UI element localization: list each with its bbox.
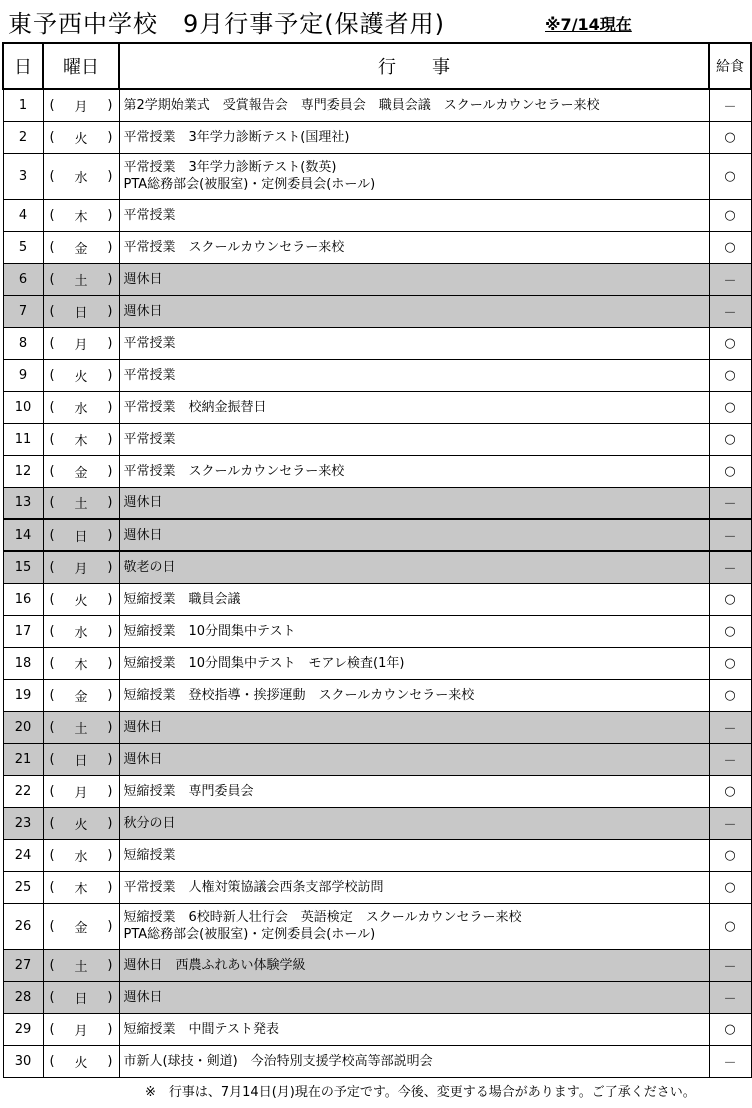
schedule-row xyxy=(3,423,751,455)
event-cell xyxy=(119,359,709,391)
weekday-cell xyxy=(43,391,119,423)
weekday-cell xyxy=(43,359,119,391)
paren-open: ( xyxy=(49,1053,55,1069)
event-line: 短縮授業 職員会議 xyxy=(123,591,241,607)
weekday-cell xyxy=(43,871,119,903)
lunch-cell: ○ xyxy=(709,615,751,647)
paren-close: ) xyxy=(107,527,113,543)
event-cell xyxy=(119,423,709,455)
weekday-cell xyxy=(43,647,119,679)
event-cell xyxy=(119,615,709,647)
paren-open: ( xyxy=(49,687,55,703)
weekday-cell xyxy=(43,487,119,519)
lunch-cell: ○ xyxy=(709,391,751,423)
paren-close: ) xyxy=(107,367,113,383)
weekday-label: 水 xyxy=(74,849,88,865)
day-cell: 1 xyxy=(3,89,43,121)
paren-close: ) xyxy=(107,399,113,415)
schedule-row xyxy=(3,455,751,487)
event-line: 週休日 xyxy=(123,989,163,1005)
day-cell: 3 xyxy=(3,153,43,199)
event-cell xyxy=(119,775,709,807)
lunch-cell: － xyxy=(709,519,751,551)
day-cell: 18 xyxy=(3,647,43,679)
day-cell: 9 xyxy=(3,359,43,391)
weekday-cell xyxy=(43,519,119,551)
event-line: 平常授業 xyxy=(123,335,176,351)
weekday-label: 土 xyxy=(74,721,88,737)
day-cell: 4 xyxy=(3,199,43,231)
event-line: 短縮授業 登校指導・挨拶運動 スクールカウンセラー来校 xyxy=(123,687,475,703)
weekday-label: 木 xyxy=(74,209,88,225)
weekday-label: 火 xyxy=(74,131,88,147)
lunch-cell: － xyxy=(709,487,751,519)
header-event: 行 事 xyxy=(119,43,709,89)
paren-open: ( xyxy=(49,918,55,934)
schedule-row xyxy=(3,295,751,327)
event-line: 秋分の日 xyxy=(123,815,176,831)
paren-close: ) xyxy=(107,303,113,319)
weekday-cell xyxy=(43,423,119,455)
day-cell: 8 xyxy=(3,327,43,359)
day-cell: 24 xyxy=(3,839,43,871)
weekday-label: 火 xyxy=(74,369,88,385)
weekday-label: 水 xyxy=(74,170,88,186)
weekday-label: 日 xyxy=(74,529,88,545)
schedule-row xyxy=(3,1045,751,1077)
weekday-cell xyxy=(43,551,119,583)
lunch-cell: － xyxy=(709,1045,751,1077)
lunch-cell: ○ xyxy=(709,839,751,871)
event-line: 週休日 xyxy=(123,527,163,543)
weekday-label: 月 xyxy=(74,337,88,353)
event-line: 短縮授業 中間テスト発表 xyxy=(123,1021,279,1037)
weekday-label: 月 xyxy=(74,99,88,115)
day-cell: 12 xyxy=(3,455,43,487)
weekday-label: 金 xyxy=(74,465,88,481)
paren-close: ) xyxy=(107,957,113,973)
paren-close: ) xyxy=(107,623,113,639)
event-cell xyxy=(119,199,709,231)
lunch-cell: ○ xyxy=(709,153,751,199)
event-cell xyxy=(119,551,709,583)
lunch-cell: ○ xyxy=(709,1013,751,1045)
event-line: 平常授業 スクールカウンセラー来校 xyxy=(123,239,345,255)
schedule-row xyxy=(3,981,751,1013)
paren-open: ( xyxy=(49,559,55,575)
weekday-cell xyxy=(43,199,119,231)
event-cell xyxy=(119,1045,709,1077)
paren-open: ( xyxy=(49,399,55,415)
event-cell xyxy=(119,455,709,487)
footer-note: ※ 行事は、7月14日(月)現在の予定です。今後、変更する場合があります。ご了承ください。 xyxy=(145,1085,696,1100)
event-cell xyxy=(119,647,709,679)
page-title: 東予西中学校 9月行事予定(保護者用) xyxy=(8,10,445,38)
weekday-cell xyxy=(43,839,119,871)
weekday-label: 日 xyxy=(74,991,88,1007)
schedule-row xyxy=(3,231,751,263)
paren-close: ) xyxy=(107,591,113,607)
paren-close: ) xyxy=(107,879,113,895)
schedule-row xyxy=(3,391,751,423)
schedule-row xyxy=(3,519,751,551)
day-cell: 7 xyxy=(3,295,43,327)
event-line: 週休日 xyxy=(123,751,163,767)
weekday-label: 火 xyxy=(74,817,88,833)
event-cell xyxy=(119,1013,709,1045)
schedule-row xyxy=(3,199,751,231)
event-line: 平常授業 xyxy=(123,367,176,383)
paren-close: ) xyxy=(107,1053,113,1069)
schedule-row xyxy=(3,1013,751,1045)
event-cell xyxy=(119,153,709,199)
event-line: 平常授業 xyxy=(123,431,176,447)
paren-open: ( xyxy=(49,527,55,543)
weekday-cell xyxy=(43,743,119,775)
event-line: 短縮授業 10分間集中テスト モアレ検査(1年) xyxy=(123,655,405,671)
event-line: 週休日 西農ふれあい体験学級 xyxy=(123,957,306,973)
lunch-cell: ○ xyxy=(709,199,751,231)
paren-open: ( xyxy=(49,879,55,895)
paren-open: ( xyxy=(49,655,55,671)
schedule-row xyxy=(3,583,751,615)
weekday-cell xyxy=(43,981,119,1013)
paren-close: ) xyxy=(107,847,113,863)
paren-open: ( xyxy=(49,989,55,1005)
paren-close: ) xyxy=(107,239,113,255)
paren-open: ( xyxy=(49,463,55,479)
paren-close: ) xyxy=(107,129,113,145)
day-cell: 23 xyxy=(3,807,43,839)
schedule-row xyxy=(3,949,751,981)
paren-close: ) xyxy=(107,271,113,287)
lunch-cell: － xyxy=(709,981,751,1013)
header-dow: 曜日 xyxy=(43,43,119,89)
lunch-cell: ○ xyxy=(709,583,751,615)
event-line: 短縮授業 専門委員会 xyxy=(123,783,254,799)
paren-open: ( xyxy=(49,847,55,863)
event-cell xyxy=(119,121,709,153)
lunch-cell: ○ xyxy=(709,327,751,359)
day-cell: 13 xyxy=(3,487,43,519)
event-line: 週休日 xyxy=(123,719,163,735)
event-cell xyxy=(119,839,709,871)
lunch-cell: － xyxy=(709,551,751,583)
paren-open: ( xyxy=(49,815,55,831)
lunch-cell: － xyxy=(709,711,751,743)
paren-close: ) xyxy=(107,97,113,113)
weekday-cell xyxy=(43,903,119,949)
event-cell xyxy=(119,327,709,359)
header-row xyxy=(3,43,751,89)
weekday-label: 土 xyxy=(74,959,88,975)
weekday-label: 月 xyxy=(74,1023,88,1039)
day-cell: 17 xyxy=(3,615,43,647)
weekday-label: 木 xyxy=(74,433,88,449)
day-cell: 20 xyxy=(3,711,43,743)
event-cell xyxy=(119,391,709,423)
event-line: 市新人(球技・剣道) 今治特別支援学校高等部説明会 xyxy=(123,1053,433,1069)
lunch-cell: ○ xyxy=(709,455,751,487)
paren-open: ( xyxy=(49,335,55,351)
weekday-cell xyxy=(43,807,119,839)
schedule-row xyxy=(3,551,751,583)
schedule-row xyxy=(3,327,751,359)
weekday-cell xyxy=(43,121,119,153)
weekday-label: 金 xyxy=(74,241,88,257)
event-line: 第2学期始業式 受賞報告会 専門委員会 職員会議 スクールカウンセラー来校 xyxy=(123,97,600,113)
weekday-cell xyxy=(43,1045,119,1077)
day-cell: 2 xyxy=(3,121,43,153)
event-line: PTA総務部会(被服室)・定例委員会(ホール) xyxy=(123,927,376,942)
day-cell: 5 xyxy=(3,231,43,263)
paren-open: ( xyxy=(49,97,55,113)
schedule-row xyxy=(3,903,751,949)
paren-close: ) xyxy=(107,783,113,799)
weekday-cell xyxy=(43,583,119,615)
day-cell: 28 xyxy=(3,981,43,1013)
event-cell xyxy=(119,295,709,327)
title-bar xyxy=(0,0,752,42)
event-line: 平常授業 xyxy=(123,207,176,223)
paren-close: ) xyxy=(107,918,113,934)
day-cell: 29 xyxy=(3,1013,43,1045)
schedule-row xyxy=(3,153,751,199)
lunch-cell: ○ xyxy=(709,423,751,455)
event-line: 平常授業 校納金振替日 xyxy=(123,399,267,415)
weekday-cell xyxy=(43,89,119,121)
weekday-label: 木 xyxy=(74,881,88,897)
event-line: 平常授業 3年学力診断テスト(国理社) xyxy=(123,129,350,145)
schedule-row xyxy=(3,263,751,295)
lunch-cell: ○ xyxy=(709,871,751,903)
weekday-cell xyxy=(43,455,119,487)
paren-close: ) xyxy=(107,207,113,223)
paren-open: ( xyxy=(49,207,55,223)
schedule-row xyxy=(3,121,751,153)
paren-close: ) xyxy=(107,495,113,511)
paren-close: ) xyxy=(107,751,113,767)
event-cell xyxy=(119,871,709,903)
lunch-cell: － xyxy=(709,743,751,775)
schedule-row xyxy=(3,89,751,121)
paren-close: ) xyxy=(107,815,113,831)
paren-open: ( xyxy=(49,129,55,145)
schedule-row xyxy=(3,615,751,647)
schedule-row xyxy=(3,711,751,743)
weekday-cell xyxy=(43,949,119,981)
event-cell xyxy=(119,487,709,519)
paren-open: ( xyxy=(49,783,55,799)
weekday-cell xyxy=(43,263,119,295)
schedule-table xyxy=(2,42,752,1078)
paren-close: ) xyxy=(107,431,113,447)
header-day: 日 xyxy=(3,43,43,89)
schedule-row xyxy=(3,487,751,519)
lunch-cell: － xyxy=(709,89,751,121)
event-line: 週休日 xyxy=(123,495,163,511)
schedule-row xyxy=(3,839,751,871)
event-line: 平常授業 スクールカウンセラー来校 xyxy=(123,463,345,479)
paren-open: ( xyxy=(49,271,55,287)
event-cell xyxy=(119,949,709,981)
schedule-row xyxy=(3,679,751,711)
schedule-row xyxy=(3,807,751,839)
event-cell xyxy=(119,583,709,615)
header-meal: 給食 xyxy=(709,43,751,89)
lunch-cell: ○ xyxy=(709,775,751,807)
event-cell xyxy=(119,807,709,839)
weekday-label: 日 xyxy=(74,753,88,769)
weekday-label: 火 xyxy=(74,593,88,609)
day-cell: 14 xyxy=(3,519,43,551)
lunch-cell: ○ xyxy=(709,647,751,679)
schedule-row xyxy=(3,871,751,903)
event-cell xyxy=(119,89,709,121)
paren-open: ( xyxy=(49,957,55,973)
weekday-label: 金 xyxy=(74,920,88,936)
paren-open: ( xyxy=(49,431,55,447)
event-cell xyxy=(119,711,709,743)
weekday-cell xyxy=(43,1013,119,1045)
day-cell: 22 xyxy=(3,775,43,807)
day-cell: 26 xyxy=(3,903,43,949)
weekday-label: 木 xyxy=(74,657,88,673)
paren-open: ( xyxy=(49,751,55,767)
event-cell xyxy=(119,679,709,711)
weekday-cell xyxy=(43,295,119,327)
event-line: 短縮授業 6校時新人壮行会 英語検定 スクールカウンセラー来校 xyxy=(123,910,522,925)
day-cell: 16 xyxy=(3,583,43,615)
schedule-row xyxy=(3,647,751,679)
weekday-cell xyxy=(43,153,119,199)
event-line: PTA総務部会(被服室)・定例委員会(ホール) xyxy=(123,177,376,192)
paren-open: ( xyxy=(49,168,55,184)
paren-close: ) xyxy=(107,168,113,184)
paren-open: ( xyxy=(49,367,55,383)
paren-open: ( xyxy=(49,719,55,735)
paren-close: ) xyxy=(107,335,113,351)
paren-open: ( xyxy=(49,623,55,639)
day-cell: 30 xyxy=(3,1045,43,1077)
event-line: 週休日 xyxy=(123,303,163,319)
event-cell xyxy=(119,263,709,295)
weekday-label: 水 xyxy=(74,401,88,417)
weekday-label: 金 xyxy=(74,689,88,705)
weekday-label: 土 xyxy=(74,497,88,513)
event-line: 短縮授業 xyxy=(123,847,176,863)
lunch-cell: ○ xyxy=(709,679,751,711)
lunch-cell: ○ xyxy=(709,121,751,153)
lunch-cell: － xyxy=(709,295,751,327)
weekday-cell xyxy=(43,231,119,263)
paren-close: ) xyxy=(107,463,113,479)
event-line: 週休日 xyxy=(123,271,163,287)
weekday-label: 日 xyxy=(74,305,88,321)
lunch-cell: － xyxy=(709,807,751,839)
event-cell xyxy=(119,981,709,1013)
day-cell: 10 xyxy=(3,391,43,423)
paren-close: ) xyxy=(107,559,113,575)
event-cell xyxy=(119,903,709,949)
schedule-row xyxy=(3,743,751,775)
weekday-label: 月 xyxy=(74,561,88,577)
paren-close: ) xyxy=(107,655,113,671)
weekday-label: 月 xyxy=(74,785,88,801)
lunch-cell: ○ xyxy=(709,359,751,391)
weekday-label: 水 xyxy=(74,625,88,641)
day-cell: 25 xyxy=(3,871,43,903)
lunch-cell: － xyxy=(709,263,751,295)
day-cell: 19 xyxy=(3,679,43,711)
weekday-cell xyxy=(43,615,119,647)
weekday-cell xyxy=(43,711,119,743)
event-line: 短縮授業 10分間集中テスト xyxy=(123,623,296,639)
paren-open: ( xyxy=(49,239,55,255)
weekday-cell xyxy=(43,775,119,807)
schedule-body xyxy=(3,89,751,1077)
lunch-cell: ○ xyxy=(709,903,751,949)
paren-close: ) xyxy=(107,687,113,703)
event-cell xyxy=(119,231,709,263)
event-line: 平常授業 3年学力診断テスト(数英) xyxy=(123,160,337,175)
day-cell: 15 xyxy=(3,551,43,583)
lunch-cell: － xyxy=(709,949,751,981)
day-cell: 27 xyxy=(3,949,43,981)
paren-close: ) xyxy=(107,1021,113,1037)
weekday-label: 土 xyxy=(74,273,88,289)
event-cell xyxy=(119,743,709,775)
paren-close: ) xyxy=(107,719,113,735)
paren-open: ( xyxy=(49,1021,55,1037)
as-of-note: ※7/14現在 xyxy=(545,15,632,34)
weekday-label: 火 xyxy=(74,1055,88,1071)
day-cell: 11 xyxy=(3,423,43,455)
lunch-cell: ○ xyxy=(709,231,751,263)
event-cell xyxy=(119,519,709,551)
paren-open: ( xyxy=(49,495,55,511)
day-cell: 6 xyxy=(3,263,43,295)
weekday-cell xyxy=(43,679,119,711)
schedule-row xyxy=(3,359,751,391)
event-line: 平常授業 人権対策協議会西条支部学校訪問 xyxy=(123,879,384,895)
paren-close: ) xyxy=(107,989,113,1005)
weekday-cell xyxy=(43,327,119,359)
day-cell: 21 xyxy=(3,743,43,775)
schedule-row xyxy=(3,775,751,807)
paren-open: ( xyxy=(49,303,55,319)
event-line: 敬老の日 xyxy=(123,559,176,575)
paren-open: ( xyxy=(49,591,55,607)
